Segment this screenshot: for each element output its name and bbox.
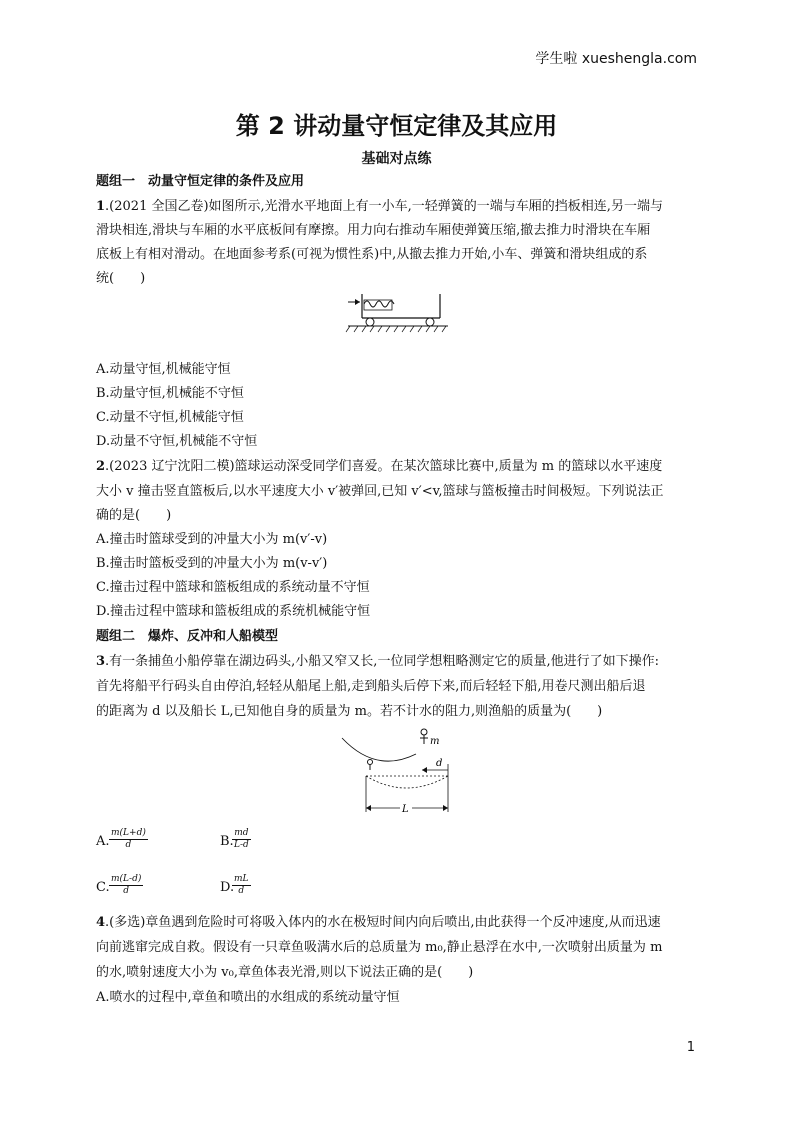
q3-option-d-fraction: $\frac{mL}{d}$ <box>234 874 249 896</box>
q1-line-1: 1.(2021 全国乙卷)如图所示,光滑水平地面上有一小车,一轻弹簧的一端与车厢的挡板相连,另一端与 <box>96 199 663 214</box>
q4-option-a[interactable]: A.喷水的过程中,章鱼和喷出的水组成的系统动量守恒 <box>96 990 400 1005</box>
q4-line-1: 4.(多选)章鱼遇到危险时可将吸入体内的水在极短时间内向后喷出,由此获得一个反冲速度,从而迅速 <box>96 915 661 930</box>
q1-line-4: 统( ) <box>96 271 146 286</box>
q3-option-d-label[interactable]: D. <box>220 880 235 895</box>
page-number: 1 <box>686 1040 695 1055</box>
q3-line-3: 的距离为 d 以及船长 L,已知他自身的质量为 m。若不计水的阻力,则渔船的质量为( ) <box>96 704 603 719</box>
q1-line-2: 滑块相连,滑块与车厢的水平底板间有摩擦。用力向右推动车厢使弹簧压缩,撤去推力时滑块在车厢 <box>96 223 651 238</box>
q4-line-2: 向前逃窜完成自救。假设有一只章鱼吸满水后的总质量为 m₀,静止悬浮在水中,一次喷射出质量为 m <box>96 940 663 955</box>
q1-option-d[interactable]: D.动量不守恒,机械能不守恒 <box>96 434 258 449</box>
q3-option-a-fraction: $\frac{m(L+d)}{d}$ <box>111 828 146 850</box>
q2-option-a[interactable]: A.撞击时篮球受到的冲量大小为 m(v′-v) <box>96 532 328 547</box>
q2-line-1: 2.(2023 辽宁沈阳二模)篮球运动深受同学们喜爱。在某次篮球比赛中,质量为 m 的篮球以水平速度 <box>96 459 663 474</box>
q3-line-1: 3.有一条捕鱼小船停靠在湖边码头,小船又窄又长,一位同学想粗略测定它的质量,他进行了如下操作: <box>96 654 659 669</box>
q2-option-b[interactable]: B.撞击时篮板受到的冲量大小为 m(v-v′) <box>96 556 328 571</box>
cart-spring-figure <box>340 292 450 334</box>
page-title: 第 2 讲动量守恒定律及其应用 <box>235 112 558 140</box>
q3-option-c-label[interactable]: C. <box>96 880 110 895</box>
q1-option-c[interactable]: C.动量不守恒,机械能守恒 <box>96 410 244 425</box>
q2-line-3: 确的是( ) <box>96 508 172 523</box>
group-heading-2: 题组二 爆炸、反冲和人船模型 <box>96 629 279 644</box>
q4-line-3: 的水,喷射速度大小为 v₀,章鱼体表光滑,则以下说法正确的是( ) <box>96 965 474 980</box>
q2-option-c[interactable]: C.撞击过程中篮球和篮板组成的系统动量不守恒 <box>96 580 370 595</box>
group-heading-1: 题组一 动量守恒定律的条件及应用 <box>96 174 305 189</box>
figure-label-L: L <box>402 804 409 815</box>
q3-line-2: 首先将船平行码头自由停泊,轻轻从船尾上船,走到船头后停下来,而后轻轻下船,用卷尺测出船后退 <box>96 679 646 694</box>
section-subtitle: 基础对点练 <box>361 151 432 167</box>
q1-option-b[interactable]: B.动量守恒,机械能不守恒 <box>96 386 244 401</box>
q3-option-b-fraction: $\frac{md}{L-d}$ <box>234 828 249 850</box>
q3-option-b-label[interactable]: B. <box>220 834 234 849</box>
boat-figure <box>336 724 466 816</box>
q2-line-2: 大小 v 撞击竖直篮板后,以水平速度大小 v′被弹回,已知 v′<v,篮球与篮板撞击时间极短。下列说法正 <box>96 484 664 499</box>
figure-label-d: d <box>436 758 443 769</box>
q1-line-3: 底板上有相对滑动。在地面参考系(可视为惯性系)中,从撤去推力开始,小车、弹簧和滑块组成的系 <box>96 247 648 262</box>
q3-option-a-label[interactable]: A. <box>96 834 110 849</box>
figure-label-m: m <box>430 736 440 747</box>
q1-option-a[interactable]: A.动量守恒,机械能守恒 <box>96 362 231 377</box>
q3-option-c-fraction: $\frac{m(L-d)}{d}$ <box>111 874 142 896</box>
watermark: 学生啦 xueshengla.com <box>535 51 697 67</box>
q2-option-d[interactable]: D.撞击过程中篮球和篮板组成的系统机械能守恒 <box>96 604 371 619</box>
